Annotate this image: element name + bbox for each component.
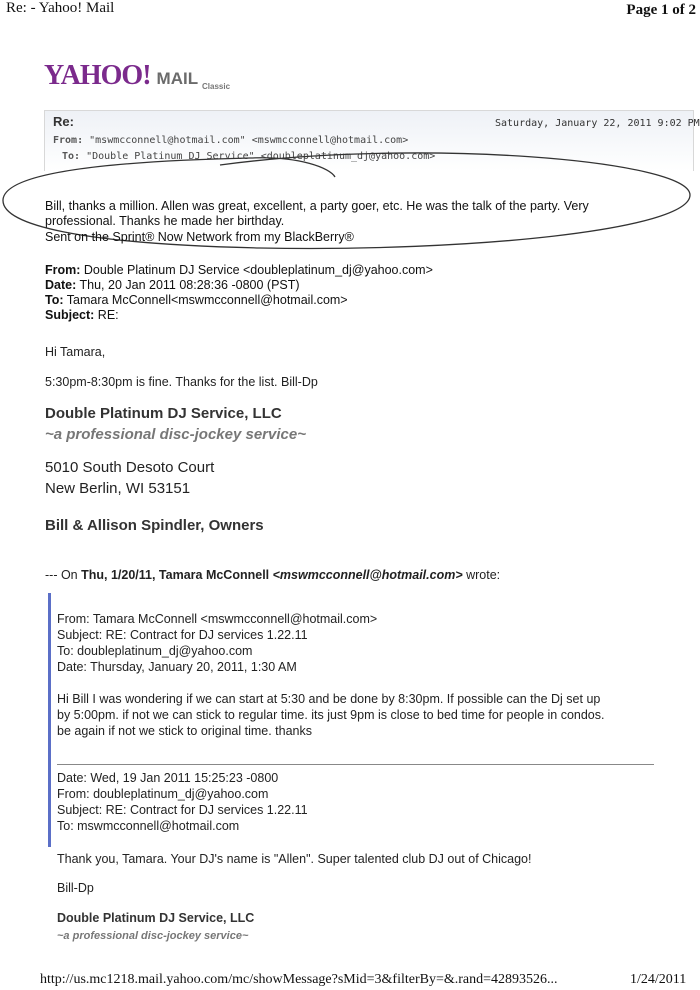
quoted2-date: Date: Wed, 19 Jan 2011 15:25:23 -0800 [57,771,279,785]
reply-body-text: Bill, thanks a million. Allen was great, excellent, a party goer, etc. He was the talk of the party. Very professional. Thanks he made her birthday. [45,199,589,228]
m1-greeting: Hi Tamara, [45,345,106,359]
to-label: To: [62,151,81,162]
quoted-body-line-3: be again if not we stick to original time. thanks [57,724,312,738]
reply-signature: Sent on the Sprint® Now Network from my BlackBerry® [45,230,354,244]
quoted-subject: Subject: RE: Contract for DJ services 1.22.11 [57,628,308,642]
from-address[interactable]: "mswmcconnell@hotmail.com" <mswmcconnell@hotmail.com> [89,135,409,146]
quoted2-body: Thank you, Tamara. Your DJ's name is "Allen". Super talented club DJ out of Chicago! [57,852,532,866]
quote-intro-line [45,568,500,582]
m1-to-label: To: [45,293,64,307]
quote-intro-suffix: wrote: [462,568,501,582]
company-name: Double Platinum DJ Service, LLC [45,405,282,422]
m1-subject-value: RE: [97,308,119,322]
quote-intro-when: Thu, 1/20/11, Tamara McConnell [81,568,273,582]
classic-label: Classic [202,82,231,91]
address-line-2: New Berlin, WI 53151 [45,480,191,497]
quoted2-sign: Bill-Dp [57,881,94,895]
quote-divider [57,764,654,765]
quoted-date: Date: Thursday, January 20, 2011, 1:30 AM [57,660,297,674]
from-label: From: [53,135,84,146]
quoted2-from: From: doubleplatinum_dj@yahoo.com [57,787,269,801]
yahoo-wordmark: YAHOO! [44,60,151,91]
owners-line: Bill & Allison Spindler, Owners [45,517,264,534]
message-subject: Re: [53,114,74,129]
m1-date-label: Date: [45,278,77,292]
print-footer-date: 1/24/2011 [630,972,687,987]
company-tagline: ~a professional disc-jockey service~ [45,426,306,443]
quote-intro-email: <mswmcconnell@hotmail.com> [272,568,463,582]
print-page-title: Re: - Yahoo! Mail [6,0,115,16]
forwarded-message-header [45,263,433,323]
m1-date-value: Thu, 20 Jan 2011 08:28:36 -0800 (PST) [79,278,300,292]
m1-from-value: Double Platinum DJ Service <doubleplatinum_dj@yahoo.com> [83,263,433,277]
m1-from-label: From: [45,263,81,277]
quote-intro-prefix: --- On [45,568,82,582]
message-date: Saturday, January 22, 2011 9:02 PM [495,118,700,129]
quoted-body-line-2: by 5:00pm. if not we can stick to regular time. its just 9pm is close to bed time for people in condos. [57,708,605,722]
quoted2-to: To: mswmcconnell@hotmail.com [57,819,240,833]
quote-bar [48,593,51,847]
quoted2-subject: Subject: RE: Contract for DJ services 1.22.11 [57,803,308,817]
to-address[interactable]: "Double Platinum DJ Service" <doubleplatinum_dj@yahoo.com> [86,151,436,162]
quoted2-company-name: Double Platinum DJ Service, LLC [57,911,255,925]
m1-body: 5:30pm-8:30pm is fine. Thanks for the list. Bill-Dp [45,375,318,389]
print-footer-url: http://us.mc1218.mail.yahoo.com/mc/showMessage?sMid=3&filterBy=&.rand=42893526... [40,972,558,987]
mail-wordmark: MAIL [156,69,199,88]
yahoo-mail-logo [44,60,231,92]
quoted-from: From: Tamara McConnell <mswmcconnell@hotmail.com> [57,612,378,626]
quoted-to: To: doubleplatinum_dj@yahoo.com [57,644,253,658]
quoted-body-line-1: Hi Bill I was wondering if we can start at 5:30 and be done by 8:30pm. If possible can the Dj set up [57,692,601,706]
address-line-1: 5010 South Desoto Court [45,459,215,476]
quoted2-company-tagline: ~a professional disc-jockey service~ [57,930,249,942]
m1-subject-label: Subject: [45,308,95,322]
print-page-number: Page 1 of 2 [626,2,696,18]
m1-to-value: Tamara McConnell<mswmcconnell@hotmail.com> [66,293,348,307]
